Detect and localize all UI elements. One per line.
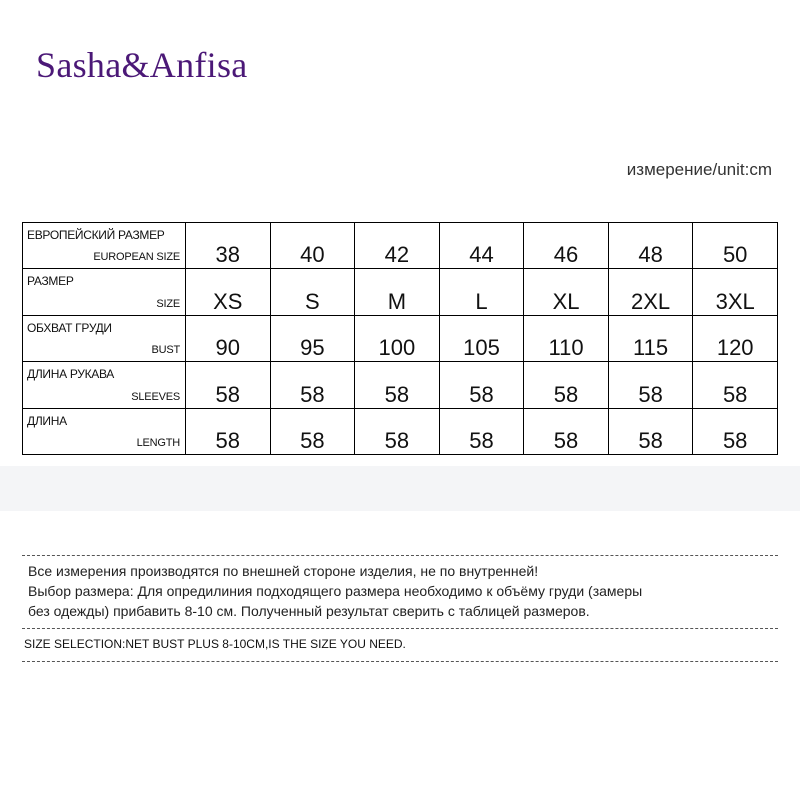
table-cell: XL <box>524 269 609 315</box>
row-label-ru: ДЛИНА РУКАВА <box>27 367 114 382</box>
note-size-selection-cont: без одежды) прибавить 8-10 см. Полученный результат сверить с таблицей размеров. <box>28 603 590 619</box>
table-cell: 90 <box>186 315 271 361</box>
note-measurement: Все измерения производятся по внешней стороне изделия, не по внутренней! <box>28 563 539 579</box>
size-chart-table <box>22 222 778 455</box>
divider-top <box>22 555 778 556</box>
table-cell: S <box>270 269 355 315</box>
table-cell: L <box>439 269 524 315</box>
divider-bottom <box>22 661 778 662</box>
table-cell: 110 <box>524 315 609 361</box>
table-cell: 105 <box>439 315 524 361</box>
table-row <box>23 315 778 361</box>
row-label <box>23 408 186 454</box>
table-cell: 50 <box>693 223 778 269</box>
row-label-en: LENGTH <box>136 437 180 449</box>
table-cell: 58 <box>524 408 609 454</box>
table-cell: 120 <box>693 315 778 361</box>
table-cell: 100 <box>355 315 440 361</box>
row-label-en: EUROPEAN SIZE <box>93 251 180 264</box>
table-cell: 95 <box>270 315 355 361</box>
table-cell: 46 <box>524 223 609 269</box>
table-cell: 58 <box>524 362 609 408</box>
row-label <box>23 269 186 315</box>
table-cell: 40 <box>270 223 355 269</box>
brand-logo: Sasha&Anfisa <box>36 45 248 85</box>
divider-middle <box>22 628 778 629</box>
row-label-en: SIZE <box>156 297 180 310</box>
table-row <box>23 223 778 269</box>
table-cell: 58 <box>693 362 778 408</box>
row-label-ru: ЕВРОПЕЙСКИЙ РАЗМЕР <box>27 228 165 242</box>
table-cell: 44 <box>439 223 524 269</box>
note-size-selection: Выбор размера: Для опредилиния подходящего размера необходимо к объёму груди (замеры <box>28 583 643 599</box>
table-cell: 58 <box>186 408 271 454</box>
row-label-en: BUST <box>151 344 180 357</box>
table-cell: 58 <box>355 408 440 454</box>
table-cell: 3XL <box>693 269 778 315</box>
unit-label: измерение/unit:cm <box>626 160 772 179</box>
table-cell: 115 <box>608 315 693 361</box>
row-label-en: SLEEVES <box>131 390 180 403</box>
row-label-ru: ДЛИНА <box>27 413 67 428</box>
table-cell: 2XL <box>608 269 693 315</box>
row-label-ru: ОБХВАТ ГРУДИ <box>27 320 112 335</box>
row-label <box>23 362 186 408</box>
row-label <box>23 315 186 361</box>
table-row <box>23 362 778 408</box>
table-cell: 42 <box>355 223 440 269</box>
table-cell: 58 <box>186 362 271 408</box>
table-cell: 58 <box>608 362 693 408</box>
table-cell: 58 <box>355 362 440 408</box>
table-cell: 48 <box>608 223 693 269</box>
table-cell: M <box>355 269 440 315</box>
table-row <box>23 408 778 454</box>
separator-band <box>0 466 800 511</box>
row-label-ru: РАЗМЕР <box>27 274 74 289</box>
table-cell: 58 <box>439 408 524 454</box>
table-cell: 58 <box>693 408 778 454</box>
table-cell: 58 <box>439 362 524 408</box>
row-label <box>23 223 186 269</box>
table-row <box>23 269 778 315</box>
table-cell: 58 <box>608 408 693 454</box>
table-cell: XS <box>186 269 271 315</box>
table-cell: 58 <box>270 408 355 454</box>
table-cell: 58 <box>270 362 355 408</box>
table-cell: 38 <box>186 223 271 269</box>
note-english: SIZE SELECTION:NET BUST PLUS 8-10CM,IS THE SIZE YOU NEED. <box>24 637 406 651</box>
